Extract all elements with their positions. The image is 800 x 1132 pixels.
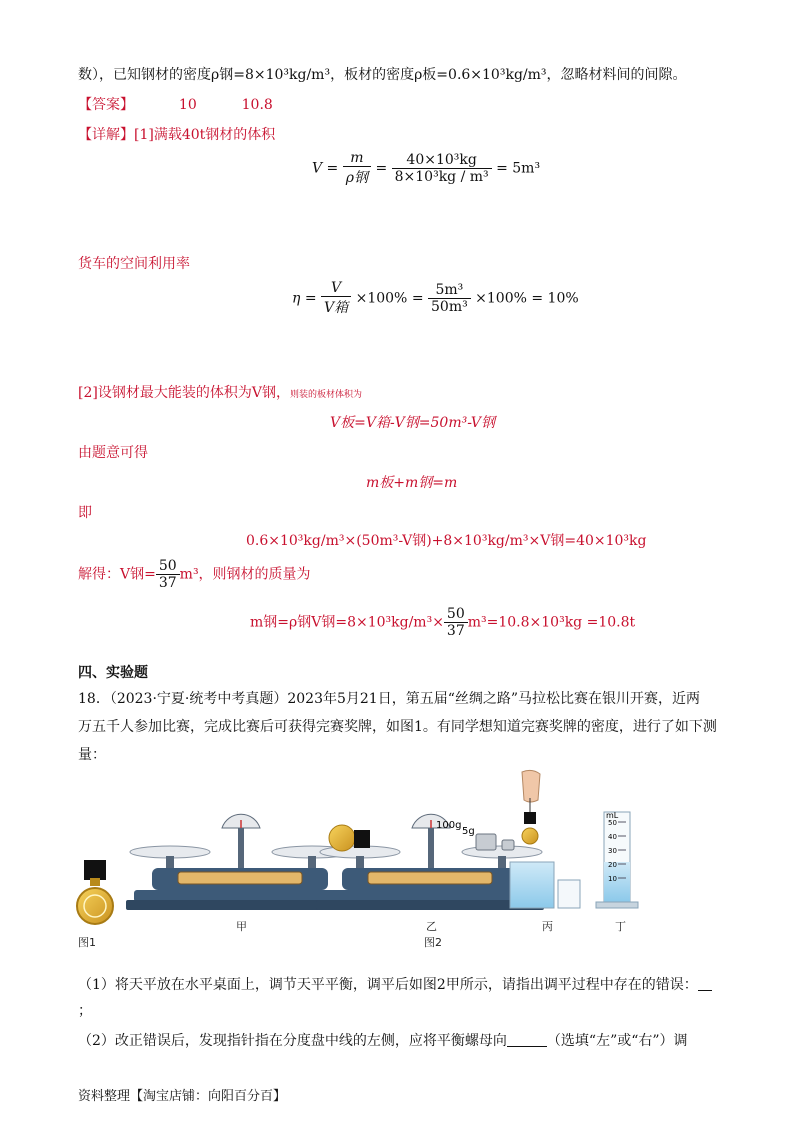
- cylinder-tick-50: 50: [608, 819, 617, 827]
- question-2-text: （2）改正错误后，发现指针指在分度盘中线的左侧，应将平衡螺母向: [78, 1033, 507, 1049]
- answer-line: [78, 94, 273, 114]
- equation-volume: V = $\frac{m}{\text{ρ钢}}$ = $\frac{\text{40×10³kg}}{\text{8×10³kg / m³}}$ = 5m³: [312, 150, 541, 186]
- equation-board-volume: V板=V箱-V钢=50m³-V钢: [330, 415, 496, 431]
- detail-tag: 【详解】: [78, 127, 134, 143]
- figure-ding-label: 丁: [615, 920, 626, 933]
- question-1: [78, 974, 712, 994]
- question-18-line-3: 量：: [78, 747, 106, 763]
- from-problem-label: 由题意可得: [78, 445, 148, 461]
- weight-5g-label: 5g: [462, 826, 475, 837]
- section-title: 四、实验题: [78, 665, 148, 681]
- eq1-result: = 5m³: [496, 160, 541, 177]
- space-rate-label: 货车的空间利用率: [78, 256, 190, 272]
- detail-text: [1]满载40t钢材的体积: [134, 127, 276, 143]
- balance-jia: [126, 814, 354, 910]
- cylinder-tick-20: 20: [608, 861, 617, 869]
- answer-tag: 【答案】: [78, 97, 134, 113]
- figure-2-label: 图2: [424, 936, 442, 949]
- question-2-tail: （选填“左”或“右”）调: [546, 1033, 688, 1049]
- beaker-bing: [510, 862, 580, 908]
- eq2-mid: ×100% =: [355, 290, 424, 307]
- equation-steel-mass: [250, 606, 635, 639]
- solve-post: m³，则钢材的质量为: [179, 566, 311, 583]
- answer-value-2: 10.8: [241, 97, 273, 113]
- solve-fraction: $\frac{50}{37}$: [156, 558, 180, 591]
- cylinder-tick-30: 30: [608, 847, 617, 855]
- answer-blank-1[interactable]: [698, 976, 712, 991]
- eq6-pre: m钢=ρ钢V钢=8×10³kg/m³×: [250, 614, 444, 631]
- namely-label: 即: [78, 505, 92, 521]
- equation-mass-balance: 0.6×10³kg/m³×(50m³-V钢)+8×10³kg/m³×V钢=40×10³kg: [246, 533, 647, 549]
- detail-line: [78, 124, 275, 144]
- figure-bing-label: 丙: [542, 920, 553, 933]
- question-1-text: （1）将天平放在水平桌面上，调节天平平衡，调平后如图2甲所示，请指出调平过程中存在的错误：: [78, 977, 698, 993]
- answer-value-1: 10: [178, 97, 197, 113]
- eq6-post: m³=10.8×10³kg =10.8t: [467, 614, 636, 631]
- footer: 资料整理【淘宝店铺：向阳百分百】: [78, 1089, 287, 1104]
- experiment-figure: [70, 768, 740, 950]
- figure-yi-label: 乙: [426, 920, 437, 933]
- eq1-fraction-1: $\frac{m}{\text{ρ钢}}$: [343, 150, 371, 187]
- eq2-fraction-2: $\frac{\text{5m³}}{\text{50m³}}$: [428, 282, 471, 315]
- solve-line: [78, 558, 311, 591]
- part2-small: 则装的板材体积为: [289, 390, 362, 400]
- part2-line: [78, 382, 362, 402]
- medal-icon: [77, 860, 113, 924]
- part2-main: [2]设钢材最大能装的体积为V钢，: [78, 385, 290, 401]
- eq2-lhs: η =: [292, 290, 317, 307]
- weight-100g-label: 100g: [436, 820, 462, 831]
- eq1-lhs: V =: [312, 160, 339, 177]
- hand-icon: [522, 770, 540, 844]
- measuring-cylinder: [596, 812, 638, 908]
- solve-pre: 解得：V钢=: [78, 566, 156, 583]
- question-1-end: ；: [78, 1003, 92, 1019]
- eq1-fraction-2: $\frac{\text{40×10³kg}}{\text{8×10³kg / m³}}$: [392, 152, 492, 185]
- cylinder-tick-40: 40: [608, 833, 617, 841]
- eq2-fraction-1: $\frac{V}{\text{V箱}}$: [321, 280, 351, 317]
- equation-rate: [292, 280, 579, 317]
- cylinder-tick-10: 10: [608, 875, 617, 883]
- equation-mass-sum: m板+m钢=m: [366, 475, 458, 491]
- figure-jia-label: 甲: [236, 920, 247, 933]
- context-line: 数），已知钢材的密度ρ钢=8×10³kg/m³，板材的密度ρ板=0.6×10³kg/m³，忽略材料间的间隙。: [78, 67, 687, 83]
- question-2: [78, 1030, 688, 1050]
- question-18-line-1: 18．（2023·宁夏·统考中考真题）2023年5月21日，第五届“丝绸之路”马拉松比赛在银川开赛，近两: [78, 691, 701, 707]
- eq2-result: ×100% = 10%: [475, 290, 579, 307]
- cylinder-unit: mL: [606, 811, 619, 820]
- figure-1-label: 图1: [78, 936, 96, 949]
- answer-blank-2[interactable]: [507, 1032, 547, 1047]
- eq6-fraction: $\frac{50}{37}$: [444, 606, 468, 639]
- question-18-line-2: 万五千人参加比赛，完成比赛后可获得完赛奖牌，如图1。有同学想知道完赛奖牌的密度，进行了如下测: [78, 719, 717, 735]
